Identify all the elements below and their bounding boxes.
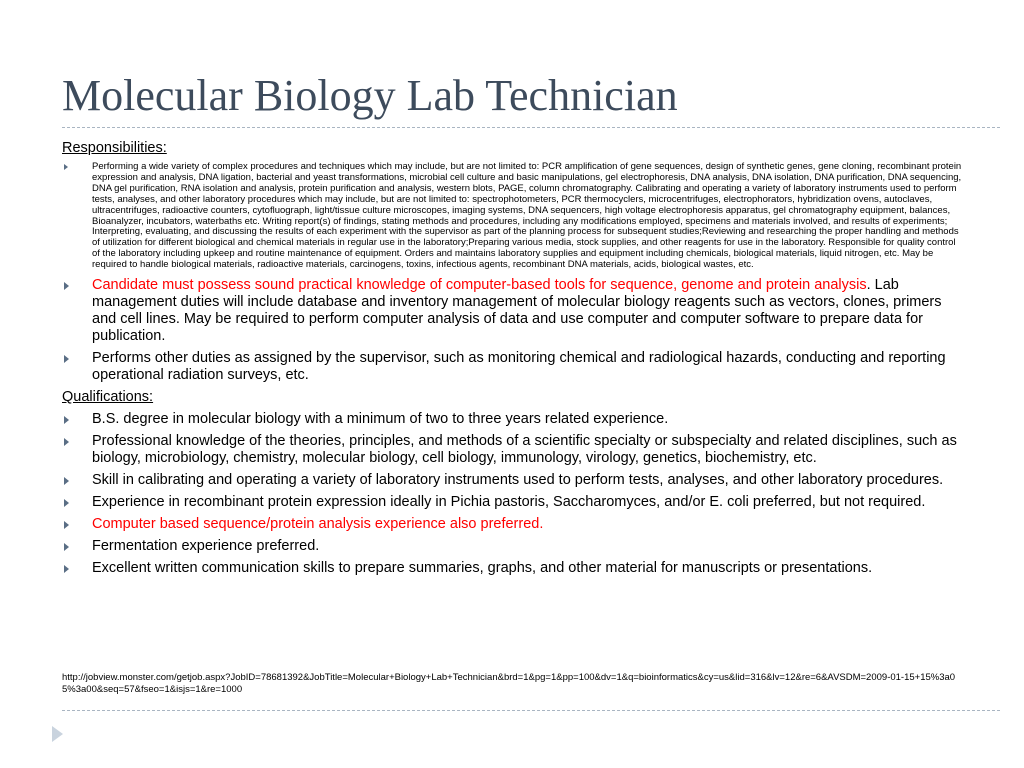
list-item-text: Performing a wide variety of complex procedures and techniques which may include, but are not limited to: PCR amplification of gene sequences, design of synthetic genes, gene cloning, recombinant protein expression and analysis, DNA ligation, bacterial and yeast transformations, microbial cell culture and basic manipulations, gel electrophoresis, DNA analysis, DNA isolation, DNA purification, DNA sequencing, DNA gel purification, RNA isolation and analysis, protein purification and analysis, western blots, PAGE, column chromatography. Calibrating and operating a variety of laboratory instruments used to perform tests, analyses, and other laboratory procedures which may include, but are not limited to: spectrophotometers, PCR thermocyclers, microcentrifuges, electrophorators, hybridization ovens, autoclaves, ultracentrifuges, radioactive counters, cytofluograph, light/tissue culture microscopes, imaging systems, DNA sequencers, high voltage electrophoresis apparatus, gel chromatography equipment, balances, Bioanalyzer, incubators, waterbaths etc. Writing report(s) of findings, stating methods and procedures, including any modifications employed, specimens and materials involved, and results of experiments; Interpreting, evaluating, and discussing the results of each experiment with the supervisor as part of the planning process for subsequent studies;Reviewing and researching the proper handling and methods of utilization for different biological and chemical materials in regular use in the laboratory;Preparing various media, stock supplies, and other reagents for use in the laboratory. Responsible for quality control of the laboratory including upkeep and routine maintenance of equipment. Orders and maintains laboratory supplies and equipment including chemicals, biological materials, liquid nitrogen, etc. May be required to handle biological materials, radioactive materials, carcinogens, toxins, infectious agents, recombinant DNA materials, acids, biological wastes, etc. xyxy=(92,161,962,271)
list-item xyxy=(62,472,962,489)
responsibilities-list xyxy=(62,162,962,384)
qualifications-list xyxy=(62,411,962,577)
list-item xyxy=(62,411,962,428)
slide-content xyxy=(62,140,962,582)
triangle-bullet-icon xyxy=(64,355,69,363)
highlighted-text: Candidate must possess sound practical knowledge of computer-based tools for sequence, genome and protein analysis xyxy=(92,277,867,294)
footer-divider xyxy=(62,710,1000,711)
triangle-bullet-icon xyxy=(64,499,69,507)
list-item xyxy=(62,350,962,384)
list-item xyxy=(62,560,962,577)
list-item-text: Fermentation experience preferred. xyxy=(92,538,320,555)
qualifications-heading: Qualifications: xyxy=(62,389,154,406)
list-item xyxy=(62,277,962,345)
list-item-text: . Lab management duties will include database and inventory management of molecular biology reagents such as vectors, clones, primers and cell lines. May be required to perform computer analysis of data and use computer and computer software to prepare data for publication. xyxy=(92,277,942,345)
list-item-text: Excellent written communication skills to prepare summaries, graphs, and other material for manuscripts or presentations. xyxy=(92,560,873,577)
list-item-text: Performs other duties as assigned by the supervisor, such as monitoring chemical and radiological hazards, conducting and reporting operational radiation surveys, etc. xyxy=(92,350,946,384)
triangle-bullet-icon xyxy=(64,543,69,551)
list-item xyxy=(62,162,962,271)
list-item-text: B.S. degree in molecular biology with a minimum of two to three years related experience. xyxy=(92,411,669,428)
list-item xyxy=(62,433,962,467)
list-item-text: Skill in calibrating and operating a variety of laboratory instruments used to perform tests, analyses, and other laboratory procedures. xyxy=(92,472,944,489)
triangle-bullet-icon xyxy=(64,565,69,573)
triangle-bullet-icon xyxy=(64,416,69,424)
triangle-bullet-icon xyxy=(64,477,69,485)
list-item xyxy=(62,516,962,533)
title-divider xyxy=(62,127,1000,128)
list-item-text: Experience in recombinant protein expression ideally in Pichia pastoris, Saccharomyces, and/or E. coli preferred, but not required. xyxy=(92,494,926,511)
corner-arrow-icon xyxy=(52,726,63,742)
triangle-bullet-icon xyxy=(64,282,69,290)
page-title: Molecular Biology Lab Technician xyxy=(62,71,678,120)
list-item-text: Professional knowledge of the theories, principles, and methods of a scientific specialty or subspecialty and related disciplines, such as biology, microbiology, chemistry, molecular biology, cell biology, immunology, virology, genetics, biochemistry, etc. xyxy=(92,433,957,467)
list-item xyxy=(62,538,962,555)
highlighted-text: Computer based sequence/protein analysis experience also preferred. xyxy=(92,516,544,533)
triangle-bullet-icon xyxy=(64,438,69,446)
triangle-bullet-icon xyxy=(64,521,69,529)
source-url-link[interactable]: http://jobview.monster.com/getjob.aspx?JobID=78681392&JobTitle=Molecular+Biology+Lab+Technician&brd=1&pg=1&pp=100&dv=1&q=bioinformatics&cy=us&lid=316&lv=12&re=6&AVSDM=2009-01-15+15%3a05%3a00&seq=57&fseo=1&isjs=1&re=1000 xyxy=(62,672,956,695)
responsibilities-heading: Responsibilities: xyxy=(62,140,167,156)
triangle-bullet-icon xyxy=(64,164,68,170)
list-item xyxy=(62,494,962,511)
